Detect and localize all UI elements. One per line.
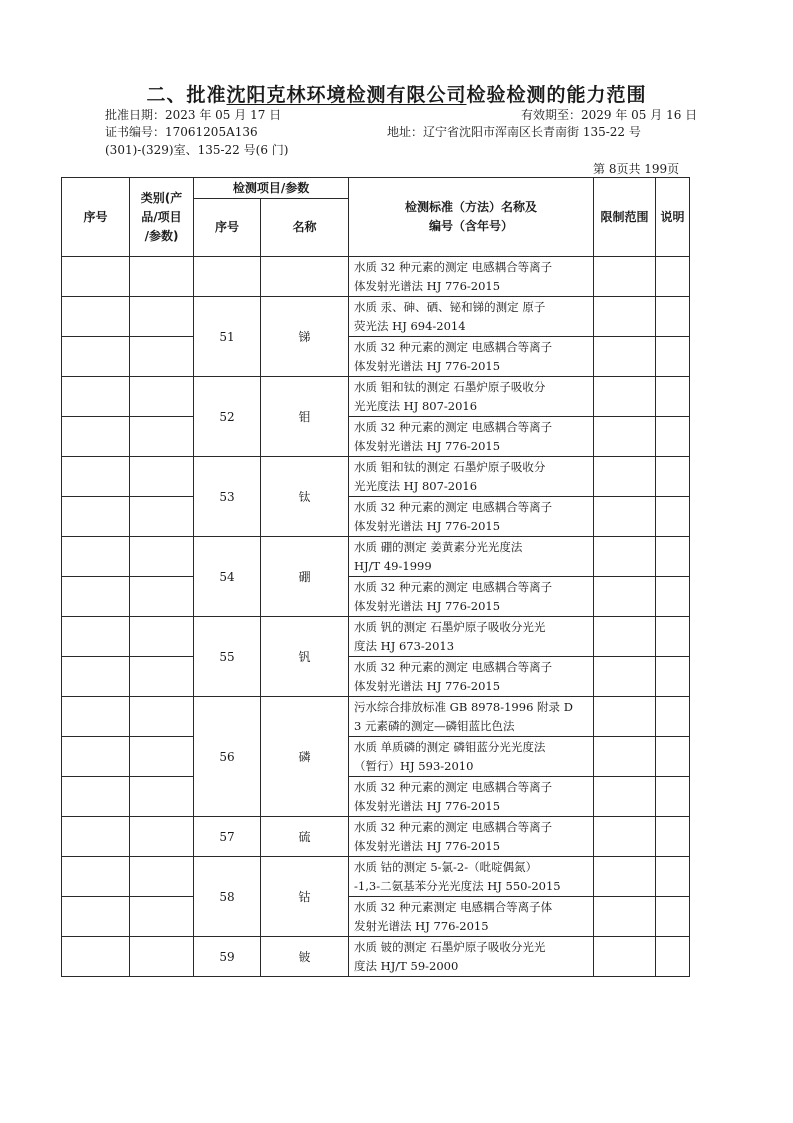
- table-row: [62, 377, 690, 417]
- note-cell: [656, 657, 690, 697]
- category-cell: [130, 377, 194, 417]
- category-cell: [130, 937, 194, 977]
- standard-line1: 水质 32 种元素的测定 电感耦合等离子: [354, 659, 553, 674]
- limit-cell: [594, 537, 656, 577]
- approval-date: 批准日期：2023 年 05 月 17 日: [105, 108, 282, 122]
- note-cell: [656, 297, 690, 337]
- table-row: [62, 697, 690, 737]
- category-cell: [130, 777, 194, 817]
- standard-line1: 水质 钼和钛的测定 石墨炉原子吸收分: [354, 379, 546, 394]
- header-category-line1: 类别(产: [140, 190, 183, 205]
- table-row: [62, 857, 690, 897]
- header-item-seq: 序号: [194, 199, 261, 257]
- seq-cell: [62, 817, 130, 857]
- standard-line1: 污水综合排放标准 GB 8978-1996 附录 D: [354, 699, 573, 714]
- standard-cell: [349, 377, 594, 417]
- seq-cell: [62, 737, 130, 777]
- table-row: [62, 497, 690, 537]
- seq-cell: [62, 937, 130, 977]
- item-seq-cell: 56: [194, 697, 261, 817]
- category-cell: [130, 617, 194, 657]
- limit-cell: [594, 617, 656, 657]
- header-item-name: 名称: [261, 199, 349, 257]
- seq-cell: [62, 457, 130, 497]
- item-seq-cell: 53: [194, 457, 261, 537]
- note-cell: [656, 777, 690, 817]
- category-cell: [130, 257, 194, 297]
- table-row: [62, 657, 690, 697]
- category-cell: [130, 857, 194, 897]
- standard-line1: 水质 钒的测定 石墨炉原子吸收分光光: [354, 619, 546, 634]
- standard-line2: 光光度法 HJ 807-2016: [354, 478, 478, 493]
- table-row: [62, 537, 690, 577]
- standard-line2: 体发射光谱法 HJ 776-2015: [354, 278, 501, 293]
- standard-line2: 体发射光谱法 HJ 776-2015: [354, 518, 501, 533]
- table-row: [62, 297, 690, 337]
- standard-cell: [349, 777, 594, 817]
- note-cell: [656, 577, 690, 617]
- category-cell: [130, 337, 194, 377]
- note-cell: [656, 617, 690, 657]
- table-row: [62, 897, 690, 937]
- item-seq-cell: 52: [194, 377, 261, 457]
- category-cell: [130, 817, 194, 857]
- header-standard-line2: 编号（含年号）: [429, 219, 514, 233]
- limit-cell: [594, 337, 656, 377]
- standard-line2: 体发射光谱法 HJ 776-2015: [354, 838, 501, 853]
- standard-line2: （暂行）HJ 593-2010: [354, 758, 474, 773]
- item-seq-cell: 55: [194, 617, 261, 697]
- standard-line1: 水质 32 种元素的测定 电感耦合等离子: [354, 259, 553, 274]
- category-cell: [130, 657, 194, 697]
- item-name-cell: 锑: [261, 297, 349, 377]
- standard-line1: 水质 钼和钛的测定 石墨炉原子吸收分: [354, 459, 546, 474]
- standard-cell: [349, 737, 594, 777]
- standard-cell: [349, 857, 594, 897]
- note-cell: [656, 377, 690, 417]
- header-note: 说明: [656, 178, 690, 257]
- category-cell: [130, 737, 194, 777]
- standard-line1: 水质 32 种元素的测定 电感耦合等离子: [354, 419, 553, 434]
- table-row: [62, 457, 690, 497]
- standard-cell: [349, 297, 594, 337]
- standard-cell: [349, 817, 594, 857]
- category-cell: [130, 417, 194, 457]
- title-prefix: 二、批准: [146, 84, 227, 106]
- item-seq-cell: 54: [194, 537, 261, 617]
- seq-cell: [62, 897, 130, 937]
- item-seq-cell: 51: [194, 297, 261, 377]
- page-info: 第 8页共 199页: [593, 162, 680, 176]
- standard-line1: 水质 32 种元素的测定 电感耦合等离子: [354, 779, 553, 794]
- seq-cell: [62, 377, 130, 417]
- address: 地址：辽宁省沈阳市浑南区长青南街 135-22 号: [387, 125, 641, 139]
- limit-cell: [594, 857, 656, 897]
- standard-line2: 光光度法 HJ 807-2016: [354, 398, 478, 413]
- standard-cell: [349, 457, 594, 497]
- seq-cell: [62, 417, 130, 457]
- limit-cell: [594, 657, 656, 697]
- limit-cell: [594, 937, 656, 977]
- note-cell: [656, 417, 690, 457]
- standard-line2: 体发射光谱法 HJ 776-2015: [354, 798, 501, 813]
- header-category-line3: /参数): [144, 228, 179, 243]
- note-cell: [656, 697, 690, 737]
- standard-line1: 水质 32 种元素测定 电感耦合等离子体: [354, 899, 553, 914]
- item-seq-cell: 57: [194, 817, 261, 857]
- seq-cell: [62, 297, 130, 337]
- table-row: [62, 737, 690, 777]
- category-cell: [130, 497, 194, 537]
- standard-line2: 体发射光谱法 HJ 776-2015: [354, 598, 501, 613]
- standard-cell: [349, 657, 594, 697]
- standard-cell: [349, 257, 594, 297]
- certificate-number: 证书编号：17061205A136: [105, 125, 258, 139]
- note-cell: [656, 457, 690, 497]
- standard-line1: 水质 32 种元素的测定 电感耦合等离子: [354, 339, 553, 354]
- standard-line1: 水质 汞、砷、硒、铋和锑的测定 原子: [354, 299, 546, 314]
- item-name-cell: 钼: [261, 377, 349, 457]
- table-row: [62, 937, 690, 977]
- standard-cell: [349, 937, 594, 977]
- standard-line1: 水质 钴的测定 5-氯-2-（吡啶偶氮）: [354, 859, 538, 874]
- header-seq: 序号: [62, 178, 130, 257]
- header-standard-line1: 检测标准（方法）名称及: [405, 200, 538, 214]
- item-seq-cell: 58: [194, 857, 261, 937]
- standard-line2: 体发射光谱法 HJ 776-2015: [354, 358, 501, 373]
- note-cell: [656, 817, 690, 857]
- table-row: [62, 337, 690, 377]
- seq-cell: [62, 617, 130, 657]
- page-title: [0, 80, 793, 107]
- valid-until: 有效期至：2029 年 05 月 16 日: [521, 108, 698, 122]
- title-suffix: 检验检测的能力范围: [466, 84, 647, 106]
- standard-line2: 度法 HJ/T 59-2000: [354, 958, 459, 973]
- standard-line2: -1,3-二氨基苯分光光度法 HJ 550-2015: [354, 878, 561, 893]
- note-cell: [656, 257, 690, 297]
- note-cell: [656, 857, 690, 897]
- limit-cell: [594, 377, 656, 417]
- category-cell: [130, 697, 194, 737]
- standard-cell: [349, 897, 594, 937]
- limit-cell: [594, 777, 656, 817]
- table-row: [62, 577, 690, 617]
- standard-line2: HJ/T 49-1999: [354, 558, 432, 573]
- category-cell: [130, 537, 194, 577]
- standard-line2: 体发射光谱法 HJ 776-2015: [354, 678, 501, 693]
- category-cell: [130, 577, 194, 617]
- item-name-cell: 硼: [261, 537, 349, 617]
- standard-line2: 体发射光谱法 HJ 776-2015: [354, 438, 501, 453]
- item-name-cell: 钛: [261, 457, 349, 537]
- limit-cell: [594, 297, 656, 337]
- header-category: [130, 178, 194, 257]
- table-row: [62, 777, 690, 817]
- standard-line2: 荧光法 HJ 694-2014: [354, 318, 466, 333]
- standard-line1: 水质 32 种元素的测定 电感耦合等离子: [354, 819, 553, 834]
- standard-cell: [349, 617, 594, 657]
- standard-cell: [349, 497, 594, 537]
- seq-cell: [62, 257, 130, 297]
- seq-cell: [62, 497, 130, 537]
- header-item-group: 检测项目/参数: [194, 178, 349, 199]
- standard-line1: 水质 32 种元素的测定 电感耦合等离子: [354, 499, 553, 514]
- standard-line1: 水质 铍的测定 石墨炉原子吸收分光光: [354, 939, 546, 954]
- category-cell: [130, 297, 194, 337]
- header-category-line2: 品/项目: [141, 209, 182, 224]
- item-name-cell: 磷: [261, 697, 349, 817]
- limit-cell: [594, 697, 656, 737]
- item-name-cell: 硫: [261, 817, 349, 857]
- note-cell: [656, 937, 690, 977]
- limit-cell: [594, 417, 656, 457]
- table-body: [62, 257, 690, 977]
- limit-cell: [594, 457, 656, 497]
- address-continued: (301)-(329)室、135-22 号(6 门): [105, 143, 289, 157]
- standard-cell: [349, 337, 594, 377]
- item-name-cell: [261, 257, 349, 297]
- table-row: [62, 257, 690, 297]
- seq-cell: [62, 657, 130, 697]
- seq-cell: [62, 777, 130, 817]
- seq-cell: [62, 337, 130, 377]
- seq-cell: [62, 857, 130, 897]
- limit-cell: [594, 817, 656, 857]
- standard-line1: 水质 硼的测定 姜黄素分光光度法: [354, 539, 523, 554]
- standard-line2: 3 元素磷的测定—磷钼蓝比色法: [354, 718, 515, 733]
- capability-table: [61, 177, 690, 977]
- standard-line2: 发射光谱法 HJ 776-2015: [354, 918, 489, 933]
- limit-cell: [594, 577, 656, 617]
- limit-cell: [594, 737, 656, 777]
- note-cell: [656, 497, 690, 537]
- item-seq-cell: 59: [194, 937, 261, 977]
- standard-line1: 水质 32 种元素的测定 电感耦合等离子: [354, 579, 553, 594]
- table-header: [62, 178, 690, 257]
- limit-cell: [594, 897, 656, 937]
- standard-cell: [349, 417, 594, 457]
- limit-cell: [594, 257, 656, 297]
- seq-cell: [62, 577, 130, 617]
- note-cell: [656, 897, 690, 937]
- table-row: [62, 417, 690, 457]
- item-seq-cell: [194, 257, 261, 297]
- standard-cell: [349, 697, 594, 737]
- standard-cell: [349, 537, 594, 577]
- header-standard: [349, 178, 594, 257]
- item-name-cell: 铍: [261, 937, 349, 977]
- category-cell: [130, 897, 194, 937]
- limit-cell: [594, 497, 656, 537]
- table-row: [62, 617, 690, 657]
- header-limit: 限制范围: [594, 178, 656, 257]
- title-company: 沈阳克林环境检测有限公司: [226, 84, 467, 106]
- seq-cell: [62, 697, 130, 737]
- standard-line1: 水质 单质磷的测定 磷钼蓝分光光度法: [354, 739, 546, 754]
- standard-cell: [349, 577, 594, 617]
- note-cell: [656, 337, 690, 377]
- seq-cell: [62, 537, 130, 577]
- category-cell: [130, 457, 194, 497]
- item-name-cell: 钒: [261, 617, 349, 697]
- note-cell: [656, 737, 690, 777]
- standard-line2: 度法 HJ 673-2013: [354, 638, 455, 653]
- table-row: [62, 817, 690, 857]
- item-name-cell: 钴: [261, 857, 349, 937]
- note-cell: [656, 537, 690, 577]
